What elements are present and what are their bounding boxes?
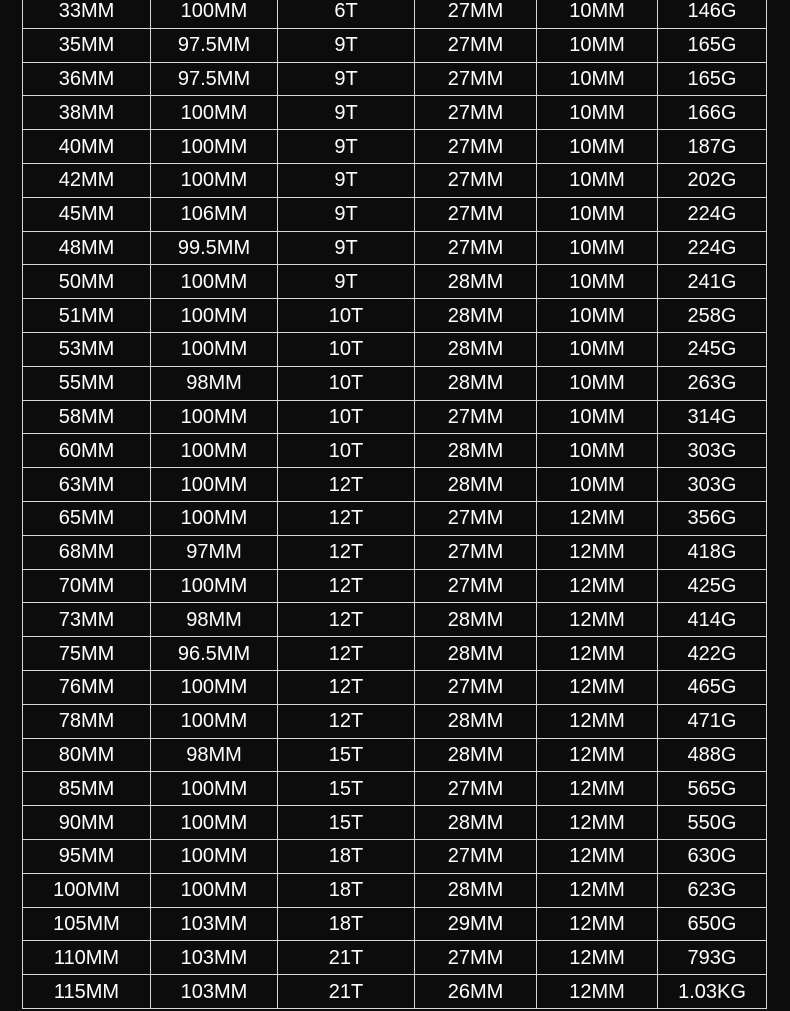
weight-cell: 202G <box>658 163 767 197</box>
diameter-cell: 40MM <box>23 130 151 164</box>
teeth-cell: 18T <box>278 873 415 907</box>
length-cell: 100MM <box>151 400 278 434</box>
length-cell: 100MM <box>151 468 278 502</box>
length-cell: 100MM <box>151 130 278 164</box>
teeth-cell: 9T <box>278 96 415 130</box>
shank-cell: 12MM <box>537 772 658 806</box>
table-row <box>23 468 767 502</box>
table-row <box>23 941 767 975</box>
depth-cell: 27MM <box>415 231 537 265</box>
length-cell: 100MM <box>151 704 278 738</box>
table-row <box>23 163 767 197</box>
diameter-cell: 36MM <box>23 62 151 96</box>
length-cell: 96.5MM <box>151 637 278 671</box>
depth-cell: 27MM <box>415 839 537 873</box>
teeth-cell: 12T <box>278 637 415 671</box>
length-cell: 98MM <box>151 366 278 400</box>
teeth-cell: 15T <box>278 772 415 806</box>
table-row <box>23 400 767 434</box>
table-row <box>23 96 767 130</box>
spec-table-body <box>23 0 767 1008</box>
diameter-cell: 100MM <box>23 873 151 907</box>
depth-cell: 27MM <box>415 400 537 434</box>
diameter-cell: 115MM <box>23 975 151 1009</box>
shank-cell: 10MM <box>537 366 658 400</box>
shank-cell: 12MM <box>537 670 658 704</box>
length-cell: 100MM <box>151 501 278 535</box>
weight-cell: 471G <box>658 704 767 738</box>
diameter-cell: 42MM <box>23 163 151 197</box>
diameter-cell: 73MM <box>23 603 151 637</box>
table-row <box>23 332 767 366</box>
shank-cell: 10MM <box>537 130 658 164</box>
table-row <box>23 670 767 704</box>
depth-cell: 27MM <box>415 535 537 569</box>
weight-cell: 425G <box>658 569 767 603</box>
weight-cell: 623G <box>658 873 767 907</box>
length-cell: 100MM <box>151 163 278 197</box>
length-cell: 100MM <box>151 96 278 130</box>
shank-cell: 12MM <box>537 907 658 941</box>
table-row <box>23 0 767 28</box>
teeth-cell: 12T <box>278 704 415 738</box>
teeth-cell: 18T <box>278 839 415 873</box>
shank-cell: 12MM <box>537 637 658 671</box>
length-cell: 100MM <box>151 806 278 840</box>
depth-cell: 27MM <box>415 941 537 975</box>
weight-cell: 165G <box>658 62 767 96</box>
shank-cell: 12MM <box>537 704 658 738</box>
weight-cell: 187G <box>658 130 767 164</box>
shank-cell: 10MM <box>537 197 658 231</box>
weight-cell: 245G <box>658 332 767 366</box>
table-row <box>23 535 767 569</box>
shank-cell: 12MM <box>537 603 658 637</box>
diameter-cell: 60MM <box>23 434 151 468</box>
weight-cell: 166G <box>658 96 767 130</box>
shank-cell: 12MM <box>537 738 658 772</box>
length-cell: 100MM <box>151 265 278 299</box>
shank-cell: 12MM <box>537 873 658 907</box>
length-cell: 103MM <box>151 941 278 975</box>
teeth-cell: 12T <box>278 603 415 637</box>
weight-cell: 630G <box>658 839 767 873</box>
weight-cell: 488G <box>658 738 767 772</box>
table-row <box>23 637 767 671</box>
length-cell: 100MM <box>151 299 278 333</box>
depth-cell: 28MM <box>415 265 537 299</box>
diameter-cell: 85MM <box>23 772 151 806</box>
shank-cell: 10MM <box>537 265 658 299</box>
teeth-cell: 9T <box>278 163 415 197</box>
diameter-cell: 80MM <box>23 738 151 772</box>
teeth-cell: 9T <box>278 62 415 96</box>
table-row <box>23 231 767 265</box>
teeth-cell: 9T <box>278 265 415 299</box>
diameter-cell: 70MM <box>23 569 151 603</box>
shank-cell: 10MM <box>537 28 658 62</box>
length-cell: 98MM <box>151 603 278 637</box>
table-row <box>23 434 767 468</box>
table-row <box>23 704 767 738</box>
table-row <box>23 975 767 1009</box>
diameter-cell: 58MM <box>23 400 151 434</box>
teeth-cell: 9T <box>278 231 415 265</box>
diameter-cell: 105MM <box>23 907 151 941</box>
teeth-cell: 21T <box>278 941 415 975</box>
depth-cell: 27MM <box>415 197 537 231</box>
depth-cell: 27MM <box>415 62 537 96</box>
shank-cell: 12MM <box>537 501 658 535</box>
length-cell: 98MM <box>151 738 278 772</box>
teeth-cell: 15T <box>278 806 415 840</box>
table-row <box>23 62 767 96</box>
shank-cell: 10MM <box>537 468 658 502</box>
shank-cell: 12MM <box>537 535 658 569</box>
length-cell: 100MM <box>151 332 278 366</box>
shank-cell: 10MM <box>537 62 658 96</box>
teeth-cell: 21T <box>278 975 415 1009</box>
diameter-cell: 68MM <box>23 535 151 569</box>
teeth-cell: 12T <box>278 468 415 502</box>
shank-cell: 10MM <box>537 400 658 434</box>
length-cell: 100MM <box>151 434 278 468</box>
depth-cell: 28MM <box>415 873 537 907</box>
diameter-cell: 50MM <box>23 265 151 299</box>
shank-cell: 12MM <box>537 839 658 873</box>
depth-cell: 27MM <box>415 130 537 164</box>
weight-cell: 565G <box>658 772 767 806</box>
length-cell: 100MM <box>151 839 278 873</box>
teeth-cell: 10T <box>278 400 415 434</box>
depth-cell: 28MM <box>415 806 537 840</box>
shank-cell: 12MM <box>537 941 658 975</box>
weight-cell: 303G <box>658 434 767 468</box>
diameter-cell: 33MM <box>23 0 151 28</box>
diameter-cell: 75MM <box>23 637 151 671</box>
diameter-cell: 78MM <box>23 704 151 738</box>
teeth-cell: 9T <box>278 197 415 231</box>
teeth-cell: 10T <box>278 299 415 333</box>
weight-cell: 258G <box>658 299 767 333</box>
diameter-cell: 90MM <box>23 806 151 840</box>
table-row <box>23 265 767 299</box>
shank-cell: 10MM <box>537 231 658 265</box>
table-row <box>23 366 767 400</box>
teeth-cell: 12T <box>278 569 415 603</box>
depth-cell: 27MM <box>415 96 537 130</box>
teeth-cell: 10T <box>278 366 415 400</box>
weight-cell: 414G <box>658 603 767 637</box>
length-cell: 106MM <box>151 197 278 231</box>
teeth-cell: 9T <box>278 130 415 164</box>
shank-cell: 10MM <box>537 434 658 468</box>
diameter-cell: 45MM <box>23 197 151 231</box>
weight-cell: 314G <box>658 400 767 434</box>
depth-cell: 28MM <box>415 468 537 502</box>
depth-cell: 28MM <box>415 299 537 333</box>
length-cell: 97MM <box>151 535 278 569</box>
weight-cell: 146G <box>658 0 767 28</box>
teeth-cell: 10T <box>278 332 415 366</box>
table-row <box>23 873 767 907</box>
length-cell: 100MM <box>151 569 278 603</box>
shank-cell: 10MM <box>537 96 658 130</box>
weight-cell: 465G <box>658 670 767 704</box>
diameter-cell: 53MM <box>23 332 151 366</box>
weight-cell: 418G <box>658 535 767 569</box>
depth-cell: 28MM <box>415 434 537 468</box>
table-row <box>23 839 767 873</box>
weight-cell: 263G <box>658 366 767 400</box>
depth-cell: 27MM <box>415 670 537 704</box>
depth-cell: 28MM <box>415 738 537 772</box>
depth-cell: 27MM <box>415 569 537 603</box>
weight-cell: 224G <box>658 231 767 265</box>
diameter-cell: 38MM <box>23 96 151 130</box>
table-row <box>23 197 767 231</box>
table-row <box>23 806 767 840</box>
teeth-cell: 12T <box>278 501 415 535</box>
weight-cell: 1.03KG <box>658 975 767 1009</box>
depth-cell: 27MM <box>415 501 537 535</box>
table-row <box>23 501 767 535</box>
diameter-cell: 65MM <box>23 501 151 535</box>
teeth-cell: 10T <box>278 434 415 468</box>
weight-cell: 356G <box>658 501 767 535</box>
depth-cell: 27MM <box>415 163 537 197</box>
table-row <box>23 907 767 941</box>
depth-cell: 28MM <box>415 332 537 366</box>
diameter-cell: 55MM <box>23 366 151 400</box>
weight-cell: 241G <box>658 265 767 299</box>
table-row <box>23 299 767 333</box>
length-cell: 103MM <box>151 975 278 1009</box>
length-cell: 97.5MM <box>151 28 278 62</box>
teeth-cell: 18T <box>278 907 415 941</box>
diameter-cell: 51MM <box>23 299 151 333</box>
depth-cell: 26MM <box>415 975 537 1009</box>
depth-cell: 28MM <box>415 637 537 671</box>
depth-cell: 28MM <box>415 366 537 400</box>
diameter-cell: 63MM <box>23 468 151 502</box>
depth-cell: 28MM <box>415 603 537 637</box>
depth-cell: 27MM <box>415 772 537 806</box>
teeth-cell: 12T <box>278 535 415 569</box>
diameter-cell: 76MM <box>23 670 151 704</box>
depth-cell: 29MM <box>415 907 537 941</box>
diameter-cell: 110MM <box>23 941 151 975</box>
table-row <box>23 772 767 806</box>
spec-table <box>22 0 767 1009</box>
depth-cell: 27MM <box>415 0 537 28</box>
length-cell: 100MM <box>151 873 278 907</box>
teeth-cell: 15T <box>278 738 415 772</box>
weight-cell: 165G <box>658 28 767 62</box>
length-cell: 99.5MM <box>151 231 278 265</box>
table-row <box>23 569 767 603</box>
weight-cell: 650G <box>658 907 767 941</box>
length-cell: 103MM <box>151 907 278 941</box>
teeth-cell: 9T <box>278 28 415 62</box>
weight-cell: 793G <box>658 941 767 975</box>
diameter-cell: 35MM <box>23 28 151 62</box>
weight-cell: 303G <box>658 468 767 502</box>
length-cell: 97.5MM <box>151 62 278 96</box>
shank-cell: 12MM <box>537 569 658 603</box>
teeth-cell: 6T <box>278 0 415 28</box>
table-row <box>23 130 767 164</box>
shank-cell: 10MM <box>537 163 658 197</box>
diameter-cell: 48MM <box>23 231 151 265</box>
shank-cell: 10MM <box>537 332 658 366</box>
depth-cell: 27MM <box>415 28 537 62</box>
length-cell: 100MM <box>151 670 278 704</box>
shank-cell: 10MM <box>537 0 658 28</box>
teeth-cell: 12T <box>278 670 415 704</box>
shank-cell: 12MM <box>537 975 658 1009</box>
table-row <box>23 603 767 637</box>
length-cell: 100MM <box>151 0 278 28</box>
shank-cell: 10MM <box>537 299 658 333</box>
diameter-cell: 95MM <box>23 839 151 873</box>
weight-cell: 224G <box>658 197 767 231</box>
table-row <box>23 738 767 772</box>
weight-cell: 550G <box>658 806 767 840</box>
depth-cell: 28MM <box>415 704 537 738</box>
shank-cell: 12MM <box>537 806 658 840</box>
length-cell: 100MM <box>151 772 278 806</box>
weight-cell: 422G <box>658 637 767 671</box>
table-row <box>23 28 767 62</box>
